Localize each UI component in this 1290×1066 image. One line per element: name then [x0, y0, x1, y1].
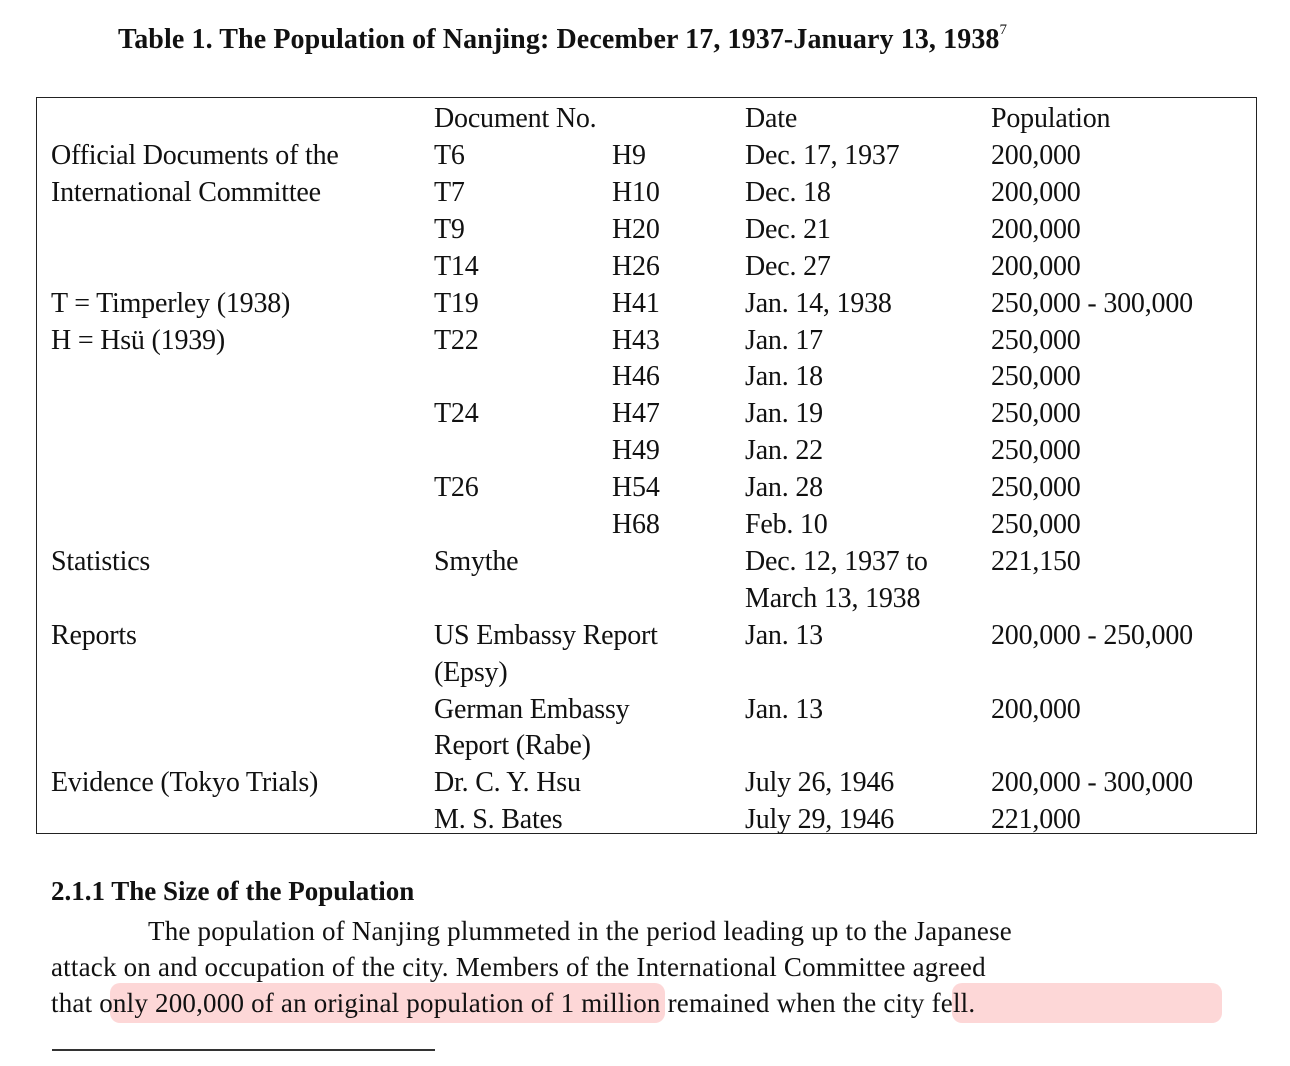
cell-date: Jan. 18	[745, 361, 823, 393]
cell-date: Feb. 10	[745, 509, 828, 540]
cell-doc-b: H49	[612, 435, 660, 467]
header-date: Date	[745, 103, 798, 134]
paragraph-line: The population of Nanjing plummeted in the period leading up to the Japanese	[148, 916, 1012, 946]
cell-date: Jan. 13	[745, 619, 823, 651]
cell-date: Jan. 13	[745, 693, 823, 725]
cell-population: 250,000 - 300,000	[991, 287, 1193, 319]
cell-population: 200,000	[991, 140, 1081, 171]
cell-population: 221,000	[991, 804, 1081, 836]
cell-population: 200,000 - 300,000	[991, 767, 1193, 799]
cell-category: T = Timperley (1938)	[51, 287, 291, 319]
cell-category: Statistics	[51, 545, 151, 577]
cell-doc-b: H10	[612, 176, 660, 208]
highlight-mark	[952, 983, 1222, 1023]
cell-doc-b: H26	[612, 250, 660, 282]
cell-date: Dec. 12, 1937 to	[745, 545, 928, 577]
cell-doc-a: T9	[434, 213, 465, 245]
cell-doc-b: H54	[612, 472, 660, 504]
cell-category: International Committee	[51, 176, 321, 208]
cell-date: Dec. 27	[745, 250, 831, 282]
cell-population: 250,000	[991, 324, 1081, 356]
cell-doc-a: T7	[434, 176, 465, 208]
cell-doc-b: H47	[612, 398, 660, 430]
cell-doc-a: T14	[434, 250, 479, 282]
table-title	[118, 24, 1007, 56]
paragraph-line: that only 200,000 of an original population of 1 million remained when the city fell.	[51, 988, 976, 1018]
cell-date: Dec. 18	[745, 176, 831, 208]
cell-doc-a: M. S. Bates	[434, 804, 563, 836]
cell-population: 250,000	[991, 435, 1081, 467]
section-heading: 2.1.1 The Size of the Population	[51, 876, 415, 906]
footnote-mark: 7	[999, 22, 1008, 38]
cell-doc-b: H46	[612, 361, 660, 393]
cell-doc-a: Smythe	[434, 545, 519, 577]
cell-doc-a: T24	[434, 398, 479, 430]
cell-category: Evidence (Tokyo Trials)	[51, 767, 319, 799]
cell-date: Jan. 22	[745, 435, 823, 467]
cell-population: 200,000	[991, 250, 1081, 282]
cell-population: 250,000	[991, 472, 1081, 504]
cell-date: July 29, 1946	[745, 804, 895, 836]
cell-doc-b: H43	[612, 324, 660, 356]
cell-doc-a: T22	[434, 324, 479, 356]
cell-doc-a: Report (Rabe)	[434, 730, 591, 762]
cell-date: Dec. 17, 1937	[745, 140, 900, 171]
cell-population: 200,000	[991, 213, 1081, 245]
cell-population: 250,000	[991, 361, 1081, 393]
cell-date: Jan. 14, 1938	[745, 287, 892, 319]
cell-doc-a: German Embassy	[434, 693, 630, 725]
cell-date: July 26, 1946	[745, 767, 895, 799]
cell-doc-b: H9	[612, 140, 646, 171]
header-population: Population	[991, 103, 1111, 134]
paragraph-line: attack on and occupation of the city. Members of the International Committee agreed	[51, 952, 986, 982]
footnote-divider	[52, 1049, 435, 1051]
cell-date: Jan. 19	[745, 398, 823, 430]
cell-population: 200,000	[991, 693, 1081, 725]
cell-doc-a: US Embassy Report	[434, 619, 658, 651]
cell-population: 200,000	[991, 176, 1081, 208]
cell-doc-b: H41	[612, 287, 660, 319]
cell-doc-a: T19	[434, 287, 479, 319]
cell-doc-a: T6	[434, 140, 465, 171]
table-title-text: Table 1. The Population of Nanjing: December 17, 1937-January 13, 1938	[118, 24, 1000, 55]
cell-population: 200,000 - 250,000	[991, 619, 1193, 651]
cell-date: March 13, 1938	[745, 582, 921, 614]
cell-population: 221,150	[991, 545, 1081, 577]
cell-doc-a: Dr. C. Y. Hsu	[434, 767, 581, 799]
cell-doc-a: T26	[434, 472, 479, 504]
header-document-no: Document No.	[434, 103, 597, 134]
cell-doc-a: (Epsy)	[434, 656, 508, 688]
cell-doc-b: H68	[612, 509, 660, 540]
cell-population: 250,000	[991, 398, 1081, 430]
cell-date: Jan. 17	[745, 324, 823, 356]
cell-date: Jan. 28	[745, 472, 823, 504]
cell-category: H = Hsü (1939)	[51, 324, 225, 356]
cell-population: 250,000	[991, 509, 1081, 540]
cell-date: Dec. 21	[745, 213, 831, 245]
cell-category: Reports	[51, 619, 137, 651]
cell-category: Official Documents of the	[51, 140, 339, 171]
cell-doc-b: H20	[612, 213, 660, 245]
